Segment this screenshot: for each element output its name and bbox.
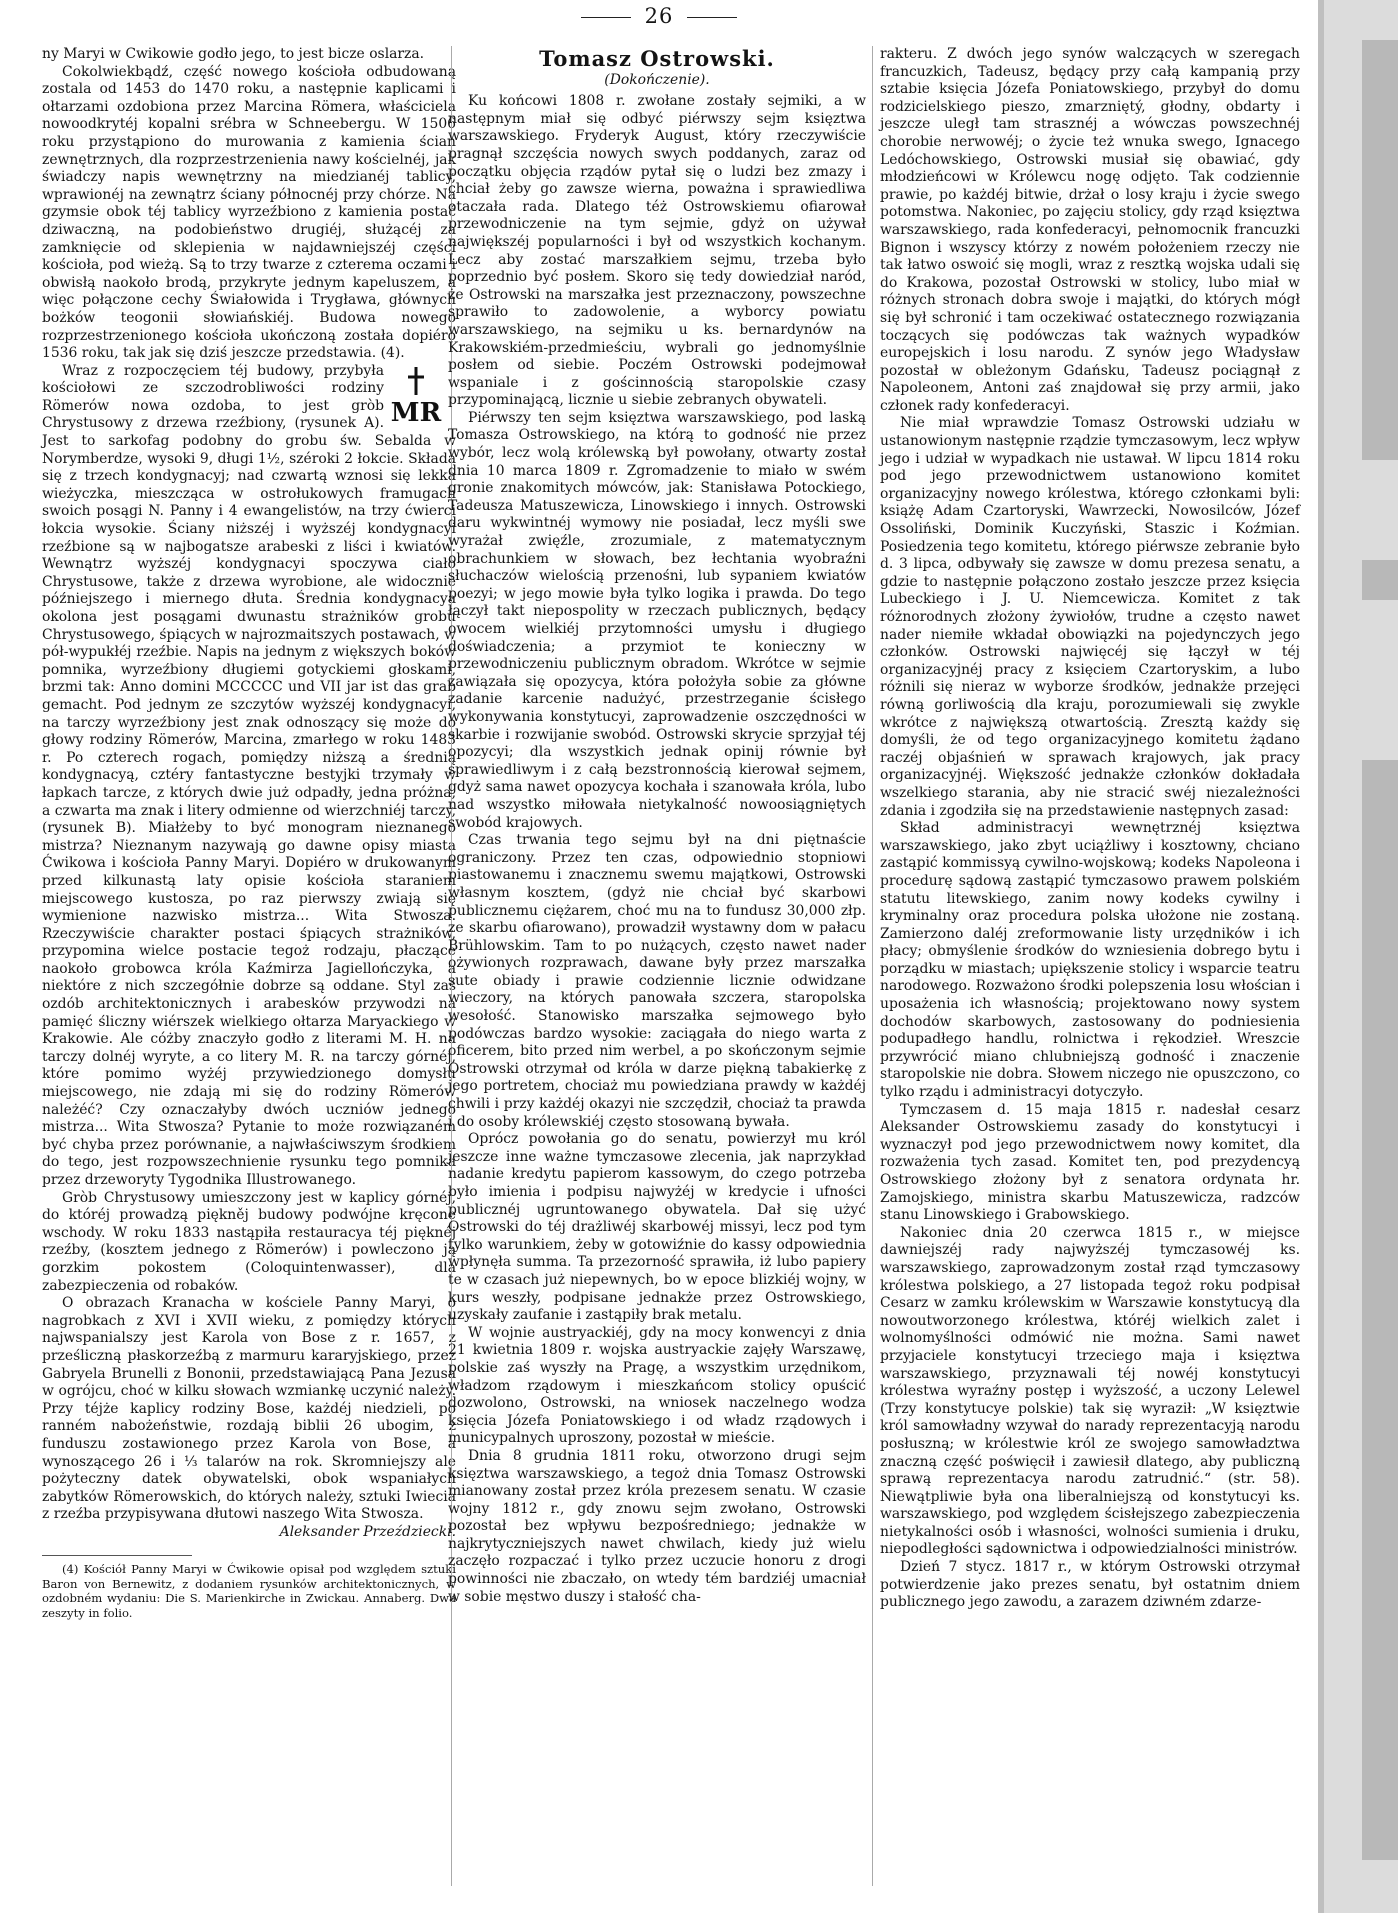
paragraph: Tymczasem d. 15 maja 1815 r. nadesłał cesarz Aleksander Ostrowskiemu zasady do konstytucyi i wyznaczył pod jego przewodnictwem nowy komitet, dla rozważenia tych zasad. Komitet ten, pod prezydencyą Ostrowskiego złożony był z senatora ordynata hr. Zamojskiego, ministra skarbu Matuszewicza, radzców stanu Linowskiego i Grabowskiego. [880, 1101, 1300, 1224]
next-page-edge [1318, 0, 1398, 1913]
paragraph: Skład administracyi wewnętrznéj księztwa warszawskiego, jako zbyt uciążliwy i kosztowny, chciano zastąpić kommissyą cywilno-wojskową; kodeks Napoleona i procedurę sądową zastąpić tymczasowo prawem polskiém statutu litewskiego, zanim nowy kodeks cywilny i kryminalny oraz procedura polska ułożone nie zostaną. Zamierzono daléj zreformowanie listy urzędników i ich płacy; obmyślenie środków do wzniesienia dobrego bytu i porządku w miastach; upiększenie stolicy i wsparcie teatru narodowego. Rozważono środki polepszenia losu włościan i uposażenia ich własnością; projektowano nowy system dochodów skarbowych, zastosowany do podniesienia podupadłego handlu, rolnictwa i rękodzieł. Wreszcie przywrócić miano chlubniejszą godność i znaczenie staropolskie nie dobra. Słowem niczego nie opuszczono, co tylko rządu i administracyi dotyczyło. [880, 820, 1300, 1101]
paragraph: O obrazach Kranacha w kościele Panny Maryi, o nagrobkach z XVI i XVII wieku, z pomiędzy których najwspanialszy jest Karola von Bose z r. 1657, z prześliczną płaskorzeźbą z marmuru kararyjskiego, przez Gabryela Brunelli z Bononii, przedstawiającą Pana Jezusa w ogrójcu, choć w kilku słowach wzmiankę uczynić należy. Przy téjże kaplicy rodziny Bose, każdéj niedzieli, po ranném nabożeństwie, rozdają biblii 26 ubogim, z funduszu zostawionego przez Karola von Bose, a wynoszącego 26 i ⅓ talarów na rok. Skromniejszy ale pożyteczny datek obywatelski, obok wspaniałych zabytków Römerowskich, do których należy, sztuki Iwiecia z rzeźba przypisywana dłutowi naszego Wita Stwosza. [42, 1295, 456, 1523]
column-middle [448, 46, 866, 1606]
paragraph: Wraz z rozpoczęciem téj budowy, przybyła kościołowi ze szczodrobliwości rodziny Römerów nowa ozdoba, to jest gròb Chrystusowy z drzewa rzeźbiony, (rysunek A). Jest to sarkofag podobny do grobu św. Sebalda w Norymberdze, wysoki 9, długi 1½, széroki 2 łokcie. Składa się z trzech kondygnacyj; nad czwartą wznosi się lekka wieżyczka, mieszcząca w ostrołukowych framugach swoich posągi N. Panny i 4 ewangelistów, na trzy ćwierci łokcia wysokie. Ściany niższéj i wyższéj kondygnacyi rzeźbione są w najbogatsze arabeski z liści i kwiatów. Wewnątrz wyższéj kondygnacyi spoczywa ciało Chrystusowe, także z drzewa wyrobione, ale widocznie późniejszego i miernego dłuta. Średnia kondygnacya okolona jest posągami dwunastu strażników grobu Chrystusowego, śpiących w najrozmaitszych postawach, w pół-wypukłéj rzeźbie. Napis na jednym z większych boków pomnika, wyrzeźbiony długiemi gotyckiemi głoskami, brzmi tak: Anno domini MCCCCC und VII jar ist das grab gemacht. Pod jednym ze szczytów wyższéj kondygnacyi, na tarczy wyrzeźbiony jest znak odnoszący się może do głowy rodziny Römerów, Marcina, zmarłego w roku 1483 r. Po czterech rogach, pomiędzy niższą a średnią kondygnacyą, cztéry fantastyczne bestyjki trzymały w łapkach tarcze, z których dwie już odpadły, jedna próżna, a czwarta ma znak i litery odmienne od wierzchniéj tarczy, (rysunek B). Miałżeby to być monogram nieznanego mistrza? Nieznanym nazywają go dawne opisy miasta Ćwikowa i kościoła Panny Maryi. Dopiéro w drukowanym przed kilkunastą laty opisie kościoła staraniem miejscowego kustosza, po raz pierwszy zwiają się wymienione nazwisko mistrza... Wita Stwosza. Rzeczywiście charakter postaci śpiących strażników, przypomina wielce postacie tegoż rodzaju, płaczące naokoło grobowca króla Kaźmirza Jagiellończyka, a niektóre z nich szczegółnie dobrze są oddane. Styl zaś ozdób architektonicznych i arabesków przywodzi na pamięć śliczny wiérszek wielkiego ołtarza Maryackiego w Krakowie. Ale cóżby znaczyło godło z literami M. H. na tarczy dolnéj wyryte, a co litery M. R. na tarczy górnéj, które pomimo wyżéj przywiedzionego domysłu miejscowego, nie zdają mi się do rodziny Römerów należéć? Czy oznaczałyby dwóch uczniów jednego mistrza... Wita Stwosza? Pytanie to może rozwiązaném być chyba przez porównanie, a najwłaściwszym środkiem do tego, jest rozpowszechnienie rysunku tego pomnika przez drzeworyty Tygodnika Illustrowanego. [42, 362, 456, 1188]
column-right [880, 46, 1300, 1612]
paragraph: rakteru. Z dwóch jego synów walczących w szeregach francuzkich, Tadeusz, będący przy całą kampanią przy sztabie księcia Józefa Poniatowskiego, przybył do domu rodzicielskiego pieszo, zmarzniętý, głodny, obdarty i jeszcze uległ tam strasznéj a wówczas powszechnéj chorobie nerwowéj; o życie też wnuka swego, Ignacego Ledóchowskiego, Ostrowski musiał się obawiać, gdy młodzieńcowi w Królewcu nogę odjęto. Tak codziennie prawie, po każdéj bitwie, drżał o losy kraju i życie swego potomstwa. Nakoniec, po zajęciu stolicy, gdy rząd księztwa warszawskiego, rada konfederacyi, pełnomocnik francuzki Bignon i wszyscy którzy z nowém położeniem rzeczy nie tak łatwo oswoić się mogli, wraz z resztką wojska udali się do Krakowa, pozostał Ostrowski w stolicy, lubo miał w różnych stronach dobra swoje i majątki, do których mógł się był schronić i tam oczekiwać ostatecznego rozwiązania toczących się podówczas tak ważnych wypadków europejskich i losu narodu. Z synów jego Władysław pozostał w obleżonym Gdańsku, Tadeusz pociągnął z Napoleonem, Antoni zaś znajdował się przy armii, jako członek rady konfederacyi. [880, 46, 1300, 414]
svg-text:MR: MR [390, 397, 442, 428]
paragraph: Oprócz powołania go do senatu, powierzył mu król jeszcze inne ważne tymczasowe zlecenia, jak naprzykład nadanie kredytu papierom kassowym, do czego potrzeba było imienia i podpisu najwyżéj w kredycie i ufności publicznéj ugruntowanego obywatela. Dał się użyć Ostrowski do téj drażliwéj skarbowéj missyi, lecz pod tym tylko warunkiem, żeby w gotowiźnie do kassy odpowiednia wpłynęła summa. Ta przezorność sprawiła, iż lubo papiery te w czasach już niepewnych, bo w epoce blizkiéj wojny, w kurs weszły, podpisane jednakże przez Ostrowskiego, uzyskały zaufanie i zastąpiły brak metalu. [448, 1131, 866, 1324]
paragraph: Czas trwania tego sejmu był na dni piętnaście ograniczony. Przez ten czas, odpowiednio stopniowi piastowanemu i znacznemu swemu majątkowi, Ostrowski własnym kosztem, (gdyż nie chciał być skarbowi publicznemu ciężarem, choć mu na to fundusz 30,000 złp. ze skarbu ofiarowano), prowadził wystawny dom w pałacu Brühlowskim. Tam to po nużących, często nawet nader ożywionych rozprawach, dawane były przez marszałka sute obiady i prawie codziennie licznie odwidzane wieczory, na których panowała szczera, staropolska wesołość. Stanowisko marszałka sejmowego było podówczas bardzo wysokie: zaciągała do niego warta z oficerem, bito przed nim werbel, a po skończonym sejmie Ostrowski otrzymał od króla w darze piękną tabakierkę z jego portretem, chociaż mu powiedziana prawdy w każdéj chwili i przy każdéj okazyi nie szczędził, chociaż ta prawda i do osoby królewskiéj często stosowaną bywała. [448, 832, 866, 1130]
paragraph: W wojnie austryackiéj, gdy na mocy konwencyi z dnia 21 kwietnia 1809 r. wojska austryackie zajęły Warszawę, polskie zaś wyszły na Pragę, a wszystkim urzędnikom, władzom rządowym i mieszkańcom stolicy opuścić dozwolono, Ostrowski, na wniosek naczelnego wodza księcia Józefa Poniatowskiego i od władz rządowych i municypalnych uproszony, pozostał w mieście. [448, 1324, 866, 1447]
article-subtitle: (Dokończenie). [604, 71, 710, 88]
paragraph: Dzień 7 stycz. 1817 r., w którym Ostrowski otrzymał potwierdzenie jako prezes senatu, był ostatnim dniem publicznego jego zawodu, a zarazem dziwném zdarze- [880, 1559, 1300, 1611]
page-fold [1318, 0, 1324, 1913]
paragraph: Ku końcowi 1808 r. zwołane zostały sejmiki, a w następnym miał się odbyć piérwszy sejm księztwa warszawskiego. Fryderyk August, który rzeczywiście pragnął szczęścia nowych swych poddanych, zaraz od początku objęcia rządów pytał się o ludzi bez zmazy i chciał żeby go zawsze wierna, poważna i sprawiedliwa otaczała rada. Dlatego téż Ostrowskiemu ofiarował przewodniczenie na tym sejmie, gdyż on używał największéj popularności i był od wszystkich kochanym. Lecz aby zostać marszałkiem sejmu, trzeba było poprzednio być posłem. Skoro się tedy dowiedział naród, że Ostrowski na marszałka jest przeznaczony, powszechne sprawiło to zadowolenie, a wyborcy powiatu warszawskiego, na sejmiku u ks. bernardynów na Krakowskiém-przedmieściu, wybrali go jednomyślnie posłem od siebie. Poczém Ostrowski podejmował wspaniale i z gościnnością staropolskie czasy przypominającą, licznie u siebie zebranych obywateli. [448, 93, 866, 409]
monogram-mr-icon [390, 365, 452, 431]
bleed-through-text [1362, 560, 1398, 600]
bleed-through-text [1362, 760, 1398, 1860]
footnote [42, 1555, 456, 1620]
paragraph: ny Maryi w Cwikowie godło jego, to jest bicze oslarza. [42, 46, 425, 62]
author-signature: Aleksander Przeździecki. [279, 1523, 456, 1540]
paragraph: Piérwszy ten sejm księztwa warszawskiego, pod laską Tomasza Ostrowskiego, na którą to godność nie przez wybór, lecz wolą królewską był powołany, otwarty został dnia 10 marca 1809 r. Zgromadzenie to miało w swém gronie znakomitych mówców, jak: Stanisława Potockiego, Tadeusza Matuszewicza, Linowskiego i innych. Ostrowski daru wykwintnéj wymowy nie posiadał, lecz myśli swe wyrażał zwięźle, zrozumiale, z matematycznym obrachunkiem w słowach, bez łechtania wyobraźni słuchaczów wielością przenośni, lub sypaniem kwiatów poezyi; w jego mowie była tylko logika i prawda. Do tego łączył takt niepospolity w rzeczach publicznych, będący owocem wielkiéj przytomności umysłu i długiego doświadczenia; a przymiot te konieczny w przewodniczeniu publicznym obradom. Wkrótce w sejmie zawiązała się opozycya, która położyła sobie za główne zadanie karcenie nadużyć, przestrzeganie ścisłego wykonywania konstytucyi, zaprowadzenie oszczędności w skarbie i rozwijanie swobód. Ostrowski skrycie sprzyjał téj opozycyi; dla wszystkich jednak opinij równie był sprawiedliwym i z całą bezstronnością kierował sejmem, gdyż sama nawet opozycya kochała i szanowała króla, lubo nad wszystko miłowała nietykalność nowoosiągniętych swobód krajowych. [448, 409, 866, 831]
column-left [42, 46, 456, 1620]
bleed-through-text [1362, 40, 1398, 460]
article-title: Tomasz Ostrowski. [539, 46, 775, 71]
page-number: 26 [0, 4, 1318, 28]
paragraph: Gròb Chrystusowy umieszczony jest w kaplicy górnéj, do któréj prowadzą piękněj budowy podwójne kręcone wschody. W roku 1833 nastąpiła restauracya téj pięknéj rzeźby, (kosztem jednego z Römerów) i powleczono ją gorzkim pokostem (Coloquintenwasser), dla zabezpieczenia od robaków. [42, 1189, 456, 1294]
footnote-text: (4) Kościół Panny Maryi w Ćwikowie opisał pod względem sztuki Baron von Bernewitz, z dodaniem rysunków architektonicznych, w ozdobném wydaniu: Die S. Marienkirche in Zwickau. Annaberg. Dwa zeszyty in folio. [42, 1562, 456, 1620]
paragraph: Dnia 8 grudnia 1811 roku, otworzono drugi sejm księztwa warszawskiego, a tegoż dnia Tomasz Ostrowski mianowany został przez króla prezesem senatu. W czasie wojny 1812 r., gdy znowu sejm zwołano, Ostrowski pozostał bez wpływu bezpośredniego; jednakże w najkrytyczniejszych nawet chwilach, kiedy już wielu zaczęło rozpaczać i tylko przez uczucie honoru z drogi powinności nie zbaczało, on wtedy tém bardziéj umacniał w sobie męstwo duszy i stałość cha- [448, 1447, 866, 1605]
column-divider [872, 46, 873, 1886]
paragraph: Cokolwiekbądź, część nowego kościoła odbudowaną zostala od 1453 do 1470 roku, a następnie kaplicami i ołtarzami ozdobiona przez Marcina Römera, właściciela nowoodkrytéj kopalni srébra w Schneebergu. W 1506 roku przystąpiono do murowania z kamienia ścian zewnętrznych, dla rozprzestrzenienia nawy kościelnéj, jak świadczy napis wewnętrzny na miedzianéj tablicy, wprawionéj na zewnątrz ściany północnéj przy chórze. Na gzymsie obok téj tablicy wyrzeźbiono z kamienia postać dziwaczną, na podobieństwo drugiéj, służącéj za zamknięcie od sklepienia w najdawniejszéj części kościoła, pod wieżą. Są to trzy twarze z czterema oczami i obwisłą naokoło brodą, przykryte jednym kapeluszem, a więc połączone cechy Świałowida i Trygława, głównych bożków teogonii słowiańskiéj. Budowa nowego rozprzestrzenionego kościoła ukończoną została dopiéro 1536 roku, tak jak się dziś jeszcze przedstawia. (4). [42, 63, 456, 362]
paragraph: Nie miał wprawdzie Tomasz Ostrowski udziału w ustanowionym następnie rządzie tymczasowym, lecz wpływ jego i udział w wypadkach nie ustawał. W lipcu 1814 roku pod jego przewodnictwem ustanowiono komitet organizacyjny nowego królestwa, którego członkami byli: książę Adam Czartoryski, Wawrzecki, Nowosilców, Józef Ossoliński, Dominik Kuczyński, Staszic i Koźmian. Posiedzenia tego komitetu, którego piérwsze zebranie było d. 3 lipca, odbywały się zawsze w domu prezesa senatu, a gdzie to następnie połączono zostało jeszcze przez księcia Lubeckiego i J. U. Niemcewicza. Komitet z tak różnorodnych złożony żywiołów, trudne a często nawet nader niemiłe wkładał obowiązki na pojedynczych jego członków. Ostrowski najwięcéj się łączył w téj organizacyjnéj pracy z księciem Czartoryskim, a lubo różnili się nieraz w wyborze środków, jednakże przejęci równą gorliwością dla kraju, porozumiewali się zwykle wkrótce z największą otwartością. Zresztą każdy się domyśli, że od tego organizacyjnego komitetu żądano raczéj objaśnień w sprawach krajowych, jak pracy organizacyjnéj. Większość jednakże członków dokładała wszelkiego starania, aby nie stracić swéj niezależności zdania i zgodziła się na przedstawienie następnych zasad: [880, 415, 1300, 819]
paragraph: Nakoniec dnia 20 czerwca 1815 r., w miejsce dawniejszéj rady najwyższéj tymczasowéj ks. warszawskiego, zaprowadzonym został rząd tymczasowy królestwa polskiego, a 27 listopada tegoż roku podpisał Cesarz w zamku królewskim w Warszawie konstytucyą dla nowoutworzonego królestwa, któréj wielkich zalet i wolnomyślności odmówić nie można. Sami nawet przyjaciele konstytucyi trzeciego maja i księztwa warszawskiego, przyznawali téj nowéj konstytucyi królestwa wyraźny postęp i wyższość, a uczony Lelewel (Trzy konstytucye polskie) tak się wyraził: „W księztwie król samowładny wzywał do narady reprezentacyją narodu posłuszną; w królestwie król ze swojego samowładztwa znaczną część poświęcił i zawiesił dlatego, aby publiczną sprawą reprezentacya narodu zatrudnić.“ (str. 58). Niewątpliwie była ona liberalniejszą od konstytucyi ks. warszawskiego, pod względem ścisłejszego zabezpieczenia nietykalności osób i własności, wolności sumienia i druku, niepodległości sądownictwa i odpowiedzialności ministrów. [880, 1224, 1300, 1558]
